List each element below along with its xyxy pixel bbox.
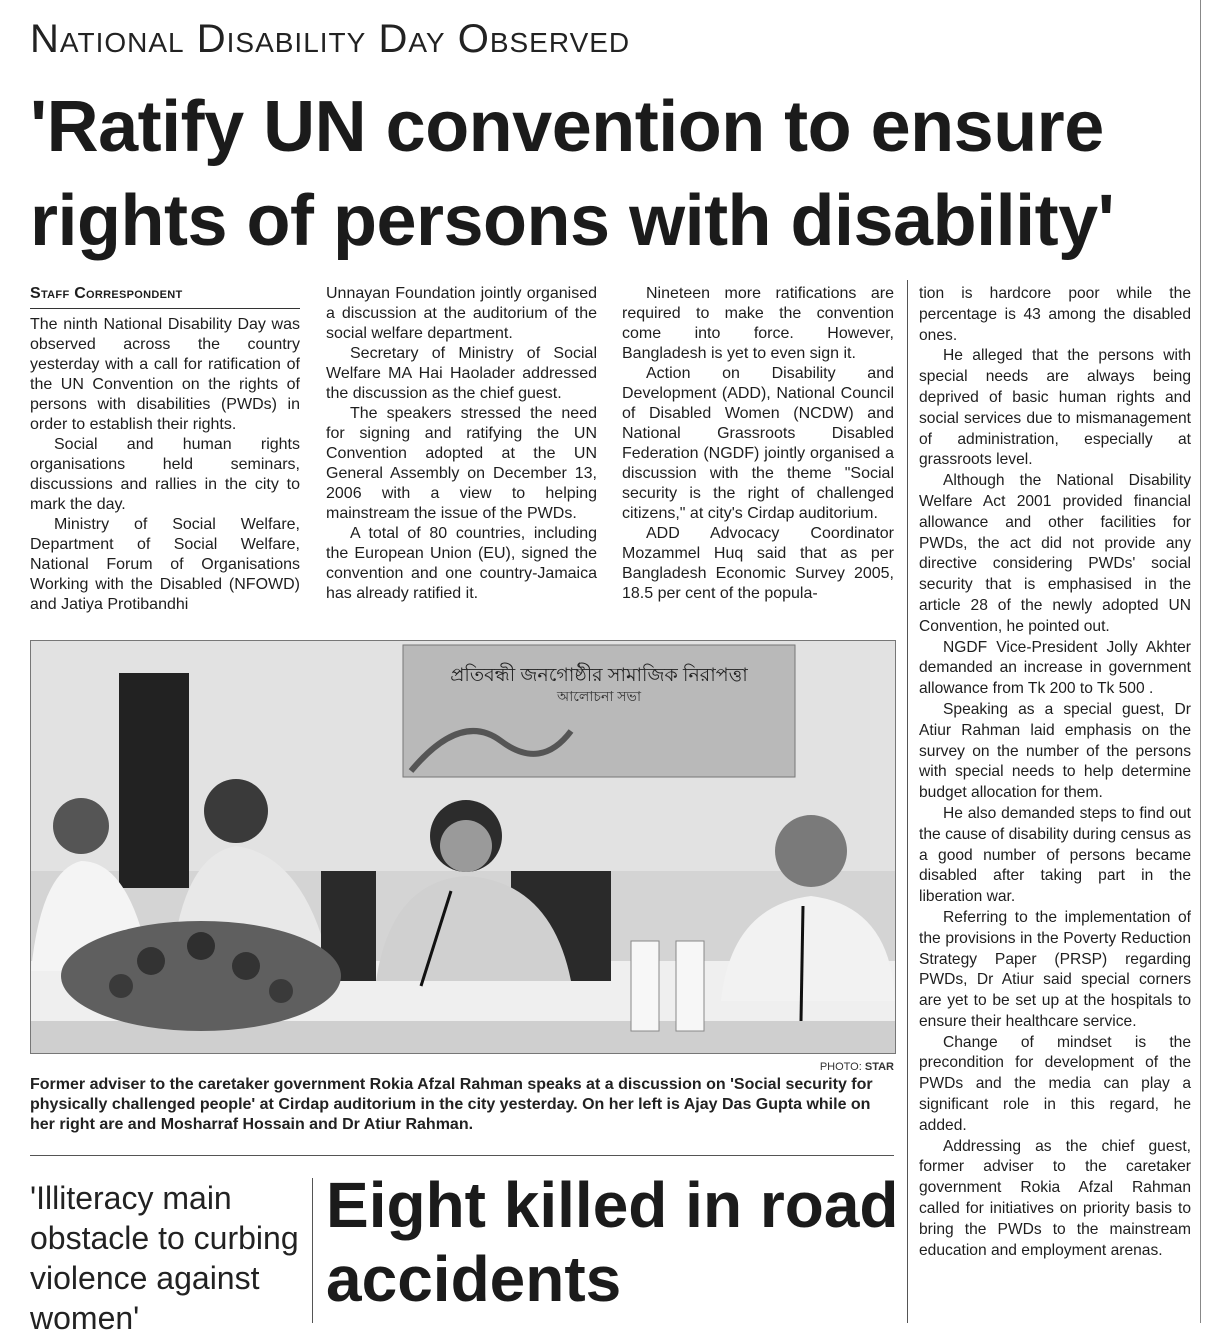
paragraph: NGDF Vice-President Jolly Akhter demanded an increase in government allowance from Tk 200 to Tk 500 . bbox=[919, 638, 1191, 698]
article-column-4 bbox=[919, 284, 1191, 1261]
article-column-3 bbox=[622, 284, 894, 604]
story-headline: Eight killed in road accidents bbox=[326, 1169, 899, 1315]
paragraph: Unnayan Foundation jointly organised a discussion at the auditorium of the social welfare department. bbox=[326, 285, 597, 342]
paragraph: Referring to the implementation of the provisions in the Poverty Reduction Strategy Paper (PRSP) regarding PWDs, Dr Atiur said special corners are yet to be set up at the hospitals to ensure their healthcare service. bbox=[919, 908, 1191, 1030]
news-photo bbox=[30, 640, 896, 1054]
main-headline: 'Ratify UN convention to ensure rights of persons with disability' bbox=[30, 87, 1115, 261]
column-divider bbox=[312, 1178, 313, 1323]
secondary-headline: 'Illiteracy main obstacle to curbing violence against women' bbox=[30, 1180, 299, 1336]
column-divider bbox=[907, 280, 908, 1323]
photo-credit bbox=[780, 1061, 894, 1073]
page-edge-rule bbox=[1200, 0, 1201, 1323]
paragraph: Speaking as a special guest, Dr Atiur Rahman laid emphasis on the survey on the number of the persons with special needs to help determine budget allocation for them. bbox=[919, 700, 1191, 802]
paragraph: Addressing as the chief guest, former adviser to the caretaker government Rokia Afzal Rahman called for initiatives on priority basis to bring the PWDs to the mainstream education and employment arenas. bbox=[919, 1137, 1191, 1259]
paragraph: The speakers stressed the need for signing and ratifying the UN Convention adopted at the UN General Assembly on December 13, 2006 with a view to helping mainstream the issue of the PWDs. bbox=[326, 405, 597, 522]
photo-credit-prefix: PHOTO: bbox=[819, 1061, 865, 1073]
photo-credit-name: STAR bbox=[864, 1061, 894, 1073]
paragraph: He alleged that the persons with special needs are always being deprived of basic human rights and social services due to mismanagement of administration, especially at grassroots level. bbox=[919, 347, 1191, 469]
paragraph: ADD Advocacy Coordinator Mozammel Huq said that as per Bangladesh Economic Survey 2005, 18.5 per cent of the popula- bbox=[622, 525, 894, 602]
section-kicker: National Disability Day Observed bbox=[30, 17, 631, 61]
paragraph: A total of 80 countries, including the European Union (EU), signed the convention and one country-Jamaica has already ratified it. bbox=[326, 525, 597, 602]
section-divider bbox=[30, 1155, 894, 1156]
paragraph: Action on Disability and Development (ADD), National Council of Disabled Women (NCDW) and National Grassroots Disabled Federation (NGDF) jointly organised a discussion with the theme "Social security is the right of challenged citizens," at city's Cirdap auditorium. bbox=[622, 365, 894, 522]
byline: Staff Correspondent bbox=[30, 284, 300, 309]
photo-illustration bbox=[31, 641, 895, 1053]
paragraph: Secretary of Ministry of Social Welfare MA Hai Haolader addressed the discussion as the chief guest. bbox=[326, 345, 597, 402]
photo-caption: Former adviser to the caretaker government Rokia Afzal Rahman speaks at a discussion on 'Social security for physically challenged people' at Cirdap auditorium in the city yesterday. On her left is Ajay Das Gupta while on her right are and Mosharraf Hossain and Dr Atiur Rahman. bbox=[30, 1076, 873, 1133]
paragraph: The ninth National Disability Day was observed across the country yesterday with a call for ratification of the UN Convention on the rights of persons with disabilities (PWDs) in order to establish their rights. bbox=[30, 316, 300, 433]
paragraph: Ministry of Social Welfare, Department of Social Welfare, National Forum of Organisations Working with the Disabled (NFOWD) and Jatiya Protibandhi bbox=[30, 516, 300, 613]
paragraph: tion is hardcore poor while the percentage is 43 among the disabled ones. bbox=[919, 285, 1191, 344]
paragraph: Although the National Disability Welfare Act 2001 provided financial allowance and other facilities for PWDs, the act did not provide any directive considering PWDs' social security that is emphasised in the article 28 of the newly adopted UN Convention, he pointed out. bbox=[919, 472, 1191, 635]
article-column-1 bbox=[30, 284, 300, 615]
paragraph: Change of mindset is the precondition for development of the PWDs and the media can play a significant role in this regard, he added. bbox=[919, 1033, 1191, 1134]
paragraph: Nineteen more ratifications are required to make the convention come into force. However, Bangladesh is yet to even sign it. bbox=[622, 285, 894, 362]
banner-subtext: আলোচনা সভা bbox=[556, 688, 642, 704]
paragraph: He also demanded steps to find out the cause of disability during census as a good number of persons became disabled after taking part in the liberation war. bbox=[919, 804, 1191, 906]
article-column-2 bbox=[326, 284, 597, 604]
paragraph: Social and human rights organisations held seminars, discussions and rallies in the city to mark the day. bbox=[30, 436, 300, 513]
banner-text: প্রতিবন্ধী জনগোষ্ঠীর সামাজিক নিরাপত্তা bbox=[450, 665, 748, 686]
